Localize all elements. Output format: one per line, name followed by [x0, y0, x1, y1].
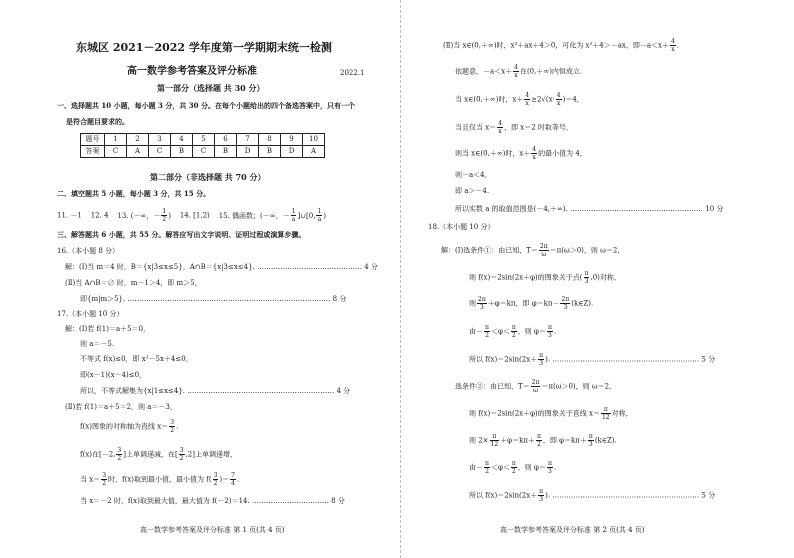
problem-17-line: 依题意，－a＜x＋ $\frac{4}{x}$ 在(0,＋∞)内恒成立. — [455, 64, 583, 79]
answer-table-number-row — [81, 134, 325, 146]
table-cell: 9 — [281, 134, 303, 146]
problem-17-line: 即(x－1)(x－4)≤0， — [80, 371, 147, 379]
part2-heading: 第二部分（非选择题 共 70 分） — [150, 172, 266, 182]
problem-18-line: 所以 f(x)＝2sin(2x＋ $\frac{\pi}{3}$ ). ……………………………………………………… 5 分 — [469, 352, 716, 367]
answer-15: 15. 偶函数；(－∞，－ $\frac{1}{a}$ ]∪[0, $\frac{1}{a}$ ) — [218, 208, 327, 223]
table-cell: 5 — [193, 134, 215, 146]
problem-18-line: 所以 f(x)＝2sin(2x＋ $\frac{\pi}{3}$ ). ……………………………………………………… 5 分 — [469, 488, 716, 503]
table-cell: 3 — [149, 134, 171, 146]
table-cell: 8 — [259, 134, 281, 146]
problem-17-line: 当 x＝ $\frac{3}{2}$ 时，f(x)取到最小值，最小值为 f( $\frac{3}{2}$ )＝ $\frac{7}{4}$ . — [80, 472, 240, 487]
answer-12: 12. 4 — [90, 211, 109, 220]
answer-14: 14. [1,2) — [179, 211, 210, 220]
problem-17-line: 所以，不等式解集为{x|1≤x≤4}. ……………………………………………………… 4 分 — [80, 387, 351, 395]
problem-18-line: 选条件②：由已知，T＝ $\frac{2\pi}{\omega}$ ＝π(ω＞0)，则 ω＝2， — [455, 379, 617, 394]
table-cell: 7 — [237, 134, 259, 146]
problem-17-line: (Ⅱ)若 f(1)＝a＋5＝2，则 a＝－3， — [65, 403, 177, 411]
problem-17-line: f(x)图象的对称轴为直线 x＝ $\frac{3}{2}$ . — [80, 419, 179, 434]
table-cell: 6 — [215, 134, 237, 146]
table-cell: A — [303, 146, 325, 158]
table-cell: B — [171, 146, 193, 158]
problem-16-line: (Ⅱ)当 A∩B＝∅ 时，m－1＞4，即 m＞5， — [65, 279, 202, 287]
answer-11: 11. －1 — [57, 211, 82, 220]
doc-date: 2022.1 — [340, 69, 365, 77]
page-footer: 高一数学参考答案及评分标准 第 2 页(共 4 页) — [500, 526, 645, 534]
problem-17-line: 当且仅当 x＝ $\frac{4}{x}$ ，即 x＝2 时取等号， — [455, 120, 573, 135]
table-cell: 10 — [303, 134, 325, 146]
problem-18-line: 则 f(x)＝2sin(2x＋φ)的图象关于点( $\frac{\pi}{3}$ ,0)对称， — [469, 270, 621, 285]
problem-17-line: 解：(Ⅰ)若 f(1)＝a＋5＝0， — [65, 325, 151, 333]
doc-title: 高一数学参考答案及评分标准 — [127, 66, 257, 77]
answer-table-answer-row — [81, 146, 325, 158]
table-row-label: 答案 — [81, 146, 105, 158]
problem-17-line: 不等式 f(x)≤0，即 x²－5x＋4≤0， — [80, 355, 193, 363]
table-cell: C — [105, 146, 127, 158]
q1-intro-line1: 一、选择题共 10 小题，每小题 3 分，共 30 分。在每个小题给出的四个备选答案中，只有一个 — [57, 101, 355, 110]
table-cell: B — [215, 146, 237, 158]
part1-heading: 第一部分（选择题 共 30 分） — [157, 83, 265, 93]
q3-intro: 三、解答题共 6 小题，共 55 分。解答应写出文字说明、证明过程或演算步骤。 — [57, 230, 306, 239]
problem-17-line: f(x)在[－2, $\frac{3}{2}$ ]上单调递减，在[ $\frac{3}{2}$ ,2]上单调递增， — [80, 447, 237, 462]
q1-intro-line2: 是符合题目要求的。 — [66, 117, 129, 126]
problem-17-line: 当 x∈(0,＋∞)时，x＋ $\frac{4}{x}$ ≥2√(x· $\frac{4}{x}$ )＝4， — [455, 92, 584, 107]
q2-intro: 二、填空题共 5 小题，每小题 3 分，共 15 分。 — [57, 189, 211, 198]
problem-18-line: 由－ $\frac{\pi}{2}$ ＜φ＜ $\frac{\pi}{2}$ ，则 φ＝ $\frac{\pi}{3}$ . — [469, 460, 557, 475]
problem-17-line: 所以实数 a 的取值范围是(－4,＋∞). ………………………………………………… 10 分 — [455, 205, 724, 213]
table-row-label: 题号 — [81, 134, 105, 146]
problem-18-line: 则 f(x)＝2sin(2x＋φ)的图象关于直线 x＝ $\frac{\pi}{12}$ 对称， — [469, 406, 633, 421]
table-cell: D — [237, 146, 259, 158]
fill-answers-line — [57, 208, 326, 223]
exam-title: 东城区 2021－2022 学年度第一学期期末统一检测 — [76, 41, 332, 54]
problem-17-line: 则 a＝－5. — [80, 340, 115, 348]
problem-17-line: 则－a＜4， — [455, 171, 492, 179]
problem-18-line: 则 $\frac{2\pi}{3}$ ＋φ＝kπ，即 φ＝kπ－ $\frac{2\pi}{3}$ (k∈Z). — [469, 296, 594, 311]
problem-18-heading: 18.（本小题 10 分） — [428, 223, 495, 231]
table-cell: C — [193, 146, 215, 158]
problem-18-line: 解：(Ⅰ)选条件①：由已知，T＝ $\frac{2\pi}{\omega}$ ＝π(ω＞0)，则 ω＝2， — [441, 243, 625, 258]
problem-17-line: 即 a＞－4. — [455, 187, 490, 195]
problem-17-line: (Ⅱ)当 x∈(0,＋∞)时，x²＋ax＋4＞0，可化为 x²＋4＞－ax，即－a＜x＋ $\frac{4}{x}$ . — [443, 38, 680, 53]
table-cell: 2 — [127, 134, 149, 146]
problem-17-line: 则当 x∈(0,＋∞)时，x＋ $\frac{4}{x}$ 的最小值为 4， — [455, 146, 587, 161]
page-footer: 高一数学参考答案及评分标准 第 1 页(共 4 页) — [140, 526, 285, 534]
problem-17-line: 当 x＝－2 时，f(x)取到最大值，最大值为 f(－2)＝14. …………………………… 8 分 — [80, 497, 345, 505]
answer-13: 13. (－∞，－ $\frac{1}{2}$ ) — [117, 208, 171, 223]
page-divider — [400, 0, 401, 558]
problem-17-heading: 17.（本小题 10 分） — [57, 310, 124, 318]
table-cell: 4 — [171, 134, 193, 146]
table-cell: 1 — [105, 134, 127, 146]
table-cell: D — [281, 146, 303, 158]
problem-18-line: 由－ $\frac{\pi}{2}$ ＜φ＜ $\frac{\pi}{2}$ ，则 φ＝ $\frac{\pi}{3}$ . — [469, 324, 557, 339]
table-cell: C — [149, 146, 171, 158]
problem-16-line: 解：(Ⅰ)当 m＝4 时，B＝{x|3≤x≤5}，A∩B＝{x|3≤x≤4}. ……………………………………… 4 分 — [65, 263, 378, 271]
table-cell: A — [127, 146, 149, 158]
problem-16-line: 即{m|m＞5}. …………………………………………………………………………… 8 分 — [80, 295, 347, 303]
problem-16-heading: 16.（本小题 8 分） — [57, 247, 120, 255]
answer-table — [80, 133, 325, 158]
table-cell: B — [259, 146, 281, 158]
problem-18-line: 则 2× $\frac{\pi}{12}$ ＋φ＝kπ＋ $\frac{\pi}{2}$ ，即 φ＝kπ＋ $\frac{\pi}{3}$ (k∈Z). — [469, 433, 617, 448]
